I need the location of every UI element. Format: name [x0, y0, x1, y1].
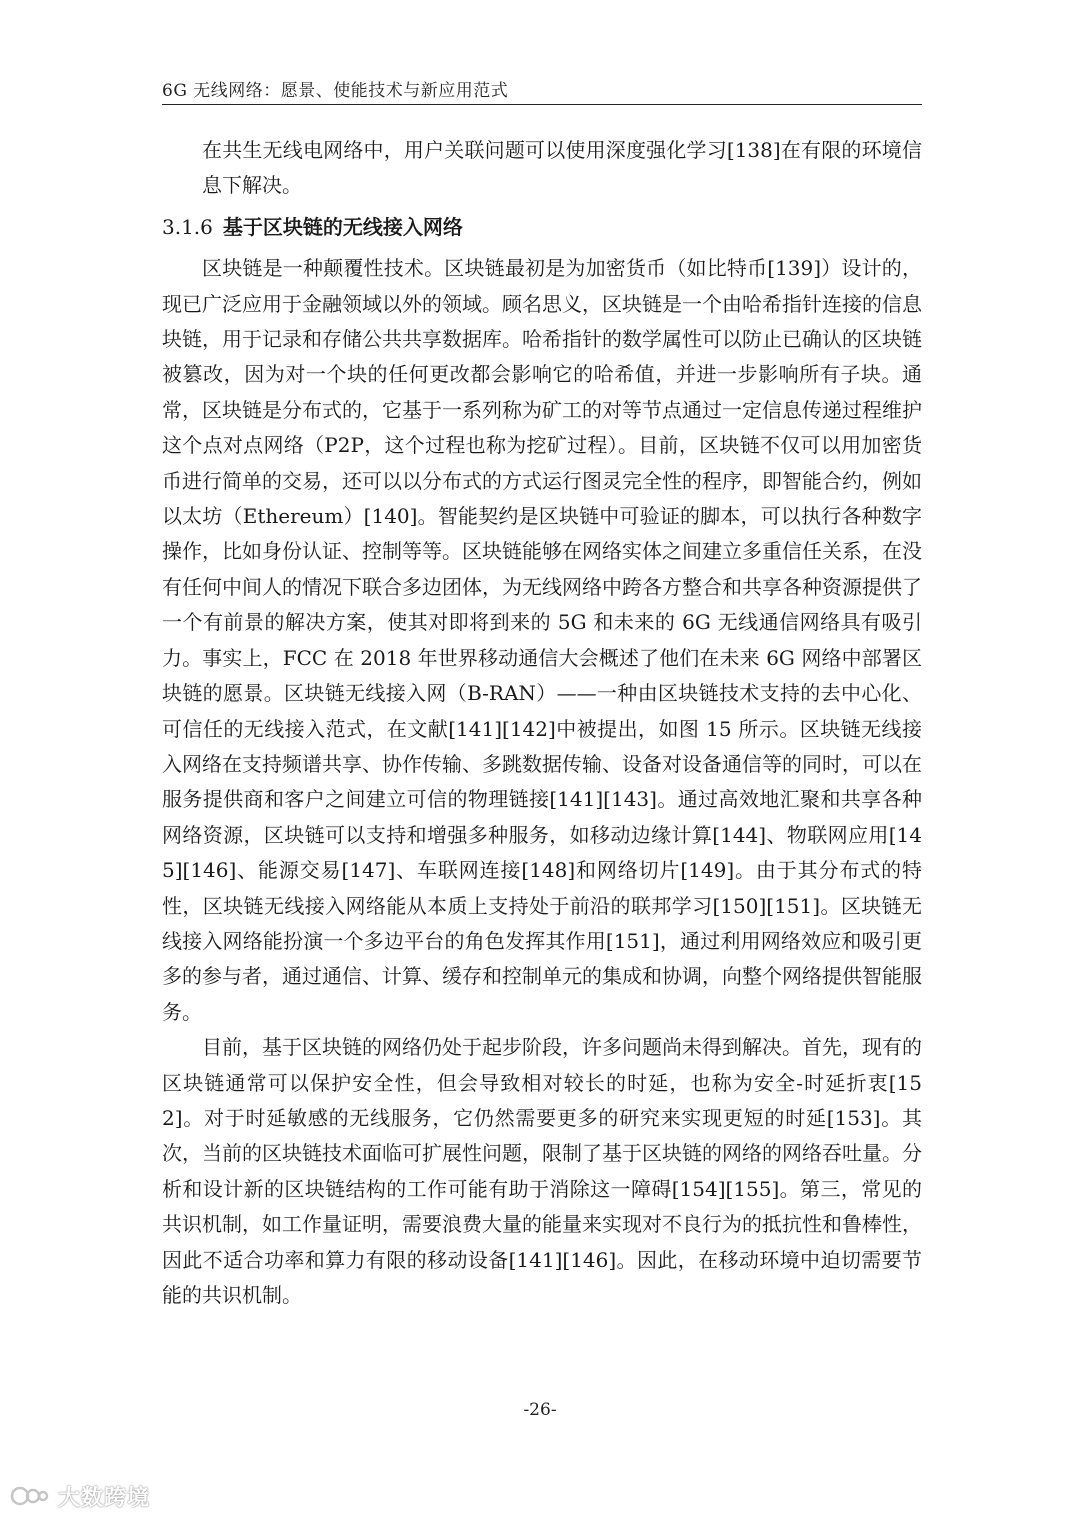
- page-number: -26-: [523, 1400, 557, 1420]
- watermark-text: 大数跨境: [58, 1485, 151, 1511]
- page-content: [162, 133, 922, 1313]
- section-title: 基于区块链的无线接入网络: [222, 214, 463, 239]
- page-header: [162, 74, 922, 105]
- brand-logo-icon: [10, 1479, 50, 1513]
- header-title: 6G 无线网络：愿景、使能技术与新应用范式: [162, 81, 509, 101]
- paragraph-blockchain-challenges: 目前，基于区块链的网络仍处于起步阶段，许多问题尚未得到解决。首先，现有的区块链通常可以保护安全性，但会导致相对较长的时延，也称为安全-时延折衷[152]。对于时延敏感的无线服务，它仍然需要更多的研究来实现更短的时延[153]。其次，当前的区块链技术面临可扩展性问题，限制了基于区块链的网络的网络吞吐量。分析和设计新的区块链结构的工作可能有助于消除这一障碍[154][155]。第三，常见的共识机制，如工作量证明，需要浪费大量的能量来实现对不良行为的抵抗性和鲁棒性，因此不适合功率和算力有限的移动设备[141][146]。因此，在移动环境中迫切需要节能的共识机制。: [162, 1035, 922, 1307]
- paragraph-blockchain-overview: 区块链是一种颠覆性技术。区块链最初是为加密货币（如比特币[139]）设计的，现已广泛应用于金融领域以外的领域。顾名思义，区块链是一个由哈希指针连接的信息块链，用于记录和存储公共共享数据库。哈希指针的数学属性可以防止已确认的区块链被篡改，因为对一个块的任何更改都会影响它的哈希值，并进一步影响所有子块。通常，区块链是分布式的，它基于一系列称为矿工的对等节点通过一定信息传递过程维护这个点对点网络（P2P，这个过程也称为挖矿过程）。目前，区块链不仅可以用加密货币进行简单的交易，还可以以分布式的方式运行图灵完全性的程序，即智能合约，例如以太坊（Ethereum）[140]。智能契约是区块链中可验证的脚本，可以执行各种数字操作，比如身份认证、控制等等。区块链能够在网络实体之间建立多重信任关系，在没有任何中间人的情况下联合多边团体，为无线网络中跨各方整合和共享各种资源提供了一个有前景的解决方案，使其对即将到来的 5G 和未来的 6G 无线通信网络具有吸引力。事实上，FCC 在 2018 年世界移动通信大会概述了他们在未来 6G 网络中部署区块链的愿景。区块链无线接入网（B-RAN）——一种由区块链技术支持的去中心化、可信任的无线接入范式，在文献[141][142]中被提出，如图 15 所示。区块链无线接入网络在支持频谱共享、协作传输、多跳数据传输、设备对设备通信等的同时，可以在服务提供商和客户之间建立可信的物理链接[141][143]。通过高效地汇聚和共享各种网络资源，区块链可以支持和增强多种服务，如移动边缘计算[144]、物联网应用[145][146]、能源交易[147]、车联网连接[148]和网络切片[149]。由于其分布式的特性，区块链无线接入网络能从本质上支持处于前沿的联邦学习[150][151]。区块链无线接入网络能扮演一个多边平台的角色发挥其作用[151]，通过利用网络效应和吸引更多的参与者，通过通信、计算、缓存和控制单元的集成和协调，向整个网络提供智能服务。: [162, 256, 922, 1024]
- section-number: 3.1.6: [162, 214, 213, 239]
- watermark: [10, 1476, 150, 1516]
- section-heading: [162, 210, 922, 245]
- paragraph-intro: 在共生无线电网络中，用户关联问题可以使用深度强化学习[138]在有限的环境信息下解决。: [202, 138, 922, 198]
